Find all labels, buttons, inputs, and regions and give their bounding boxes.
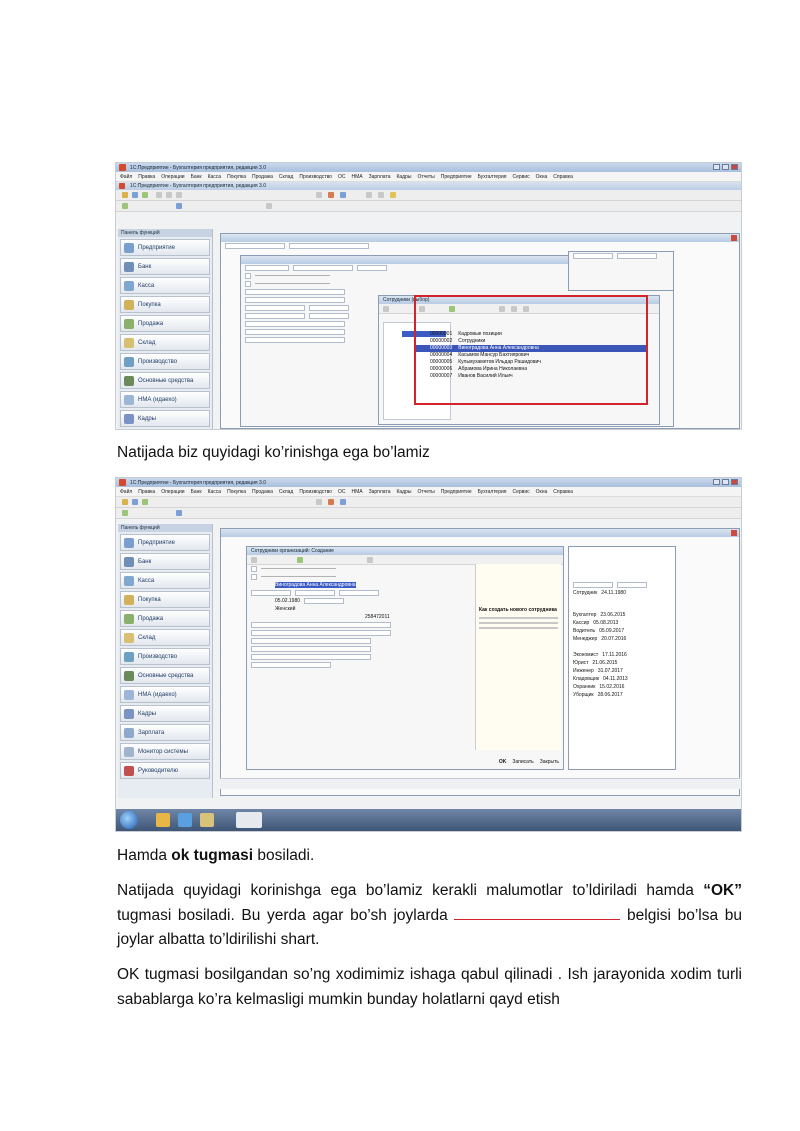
paragraph-hiring: OK tugmasi bosilgandan so’ng xodimimiz ishaga qabul qilinadi . Ish jarayonida xodim turli sabablarga ko’ra kelmasligi mumkin bunday holatlarni qayd etish [117,966,742,1008]
sidebar-item[interactable]: Склад [120,334,210,351]
start-button-icon[interactable] [120,811,138,829]
sidebar-item[interactable]: Склад [120,629,210,646]
list-item: Кассир 05.08.2013 [573,620,619,626]
menu-item: Отчеты [417,173,435,180]
app-logo-icon [119,479,126,486]
menu-item: Окна [535,173,548,180]
list-item: Бухгалтер 23.06.2015 [573,612,626,618]
sidebar-item[interactable]: Основные средства [120,667,210,684]
function-panel [118,524,213,798]
list-item[interactable]: 00000006 Абрамова Ирина Николаевна [430,366,528,372]
menu-item: Бухгалтерия [477,173,507,180]
inner-title: 1С:Предприятие - Бухгалтерия предприятия, редакция 3.0 [130,183,266,189]
fio-field[interactable]: Виноградова Анна Александровна [275,582,356,588]
sidebar-item[interactable]: Покупка [120,591,210,608]
list-item: Охранник 15.02.2016 [573,684,625,690]
dialog-title: Сотрудники организаций: Создание [247,547,563,555]
employee-list [416,331,646,380]
sidebar-item[interactable]: Предприятие [120,239,210,256]
sidebar-item[interactable]: Касса [120,277,210,294]
menu-item: Касса [207,173,222,180]
list-item[interactable]: 00000007 Иванов Василий Ильич [430,373,513,379]
menu-item: Правка [138,173,156,180]
sidebar-item[interactable]: Покупка [120,296,210,313]
employee-form: ——————————————— ——————————————— [240,255,674,427]
window-controls [713,479,738,485]
close-button[interactable]: Закрыть [539,759,559,765]
sidebar-item[interactable]: Кадры [120,705,210,722]
menu-item: ОС [337,173,346,180]
help-panel [475,564,561,750]
menu-item: Справка [553,173,573,180]
screenshot-employee-list [115,162,742,430]
menu-item: Банк [190,173,202,180]
sidebar-item[interactable]: Монитор системы [120,743,210,760]
menu-item: Предприятие [440,173,472,180]
dialog-buttons [499,759,559,765]
sidebar-item[interactable]: Касса [120,572,210,589]
menu-item: Операции [161,173,185,180]
window-controls [713,164,738,170]
sidebar-item[interactable]: Банк [120,553,210,570]
taskbar [116,809,741,831]
employee-create-dialog: Сотрудники организаций: Создание ——————————————— ——————————————— Виноградова Анна Александровна 05.02.1980 Женский 258472011 Как создать нового сотрудника OK Записать Закрыть [246,546,564,770]
list-item: Уборщик 28.06.2017 [573,692,623,698]
toolbar [116,497,741,508]
paragraph-ok: Hamda ok tugmasi bosiladi. [117,847,315,864]
app-logo-icon [119,183,125,189]
function-panel [118,229,213,429]
menu-item: Сервис [512,173,530,180]
app-title: 1С:Предприятие - Бухгалтерия предприятия, редакция 3.0 [130,164,266,171]
gender-field[interactable]: Женский [275,606,296,612]
list-item: Юрист 21.06.2015 [573,660,618,666]
list-item: Экономист 17.11.2016 [573,652,627,658]
document-window-title [221,529,739,537]
inner-title-bar [116,182,741,190]
menu-bar: Файл Правка Операции Банк Касса Покупка Продажа Склад Производство ОС НМА Зарплата Кадры Отчеты Предприятие Бухгалтерия Сервис Окна Справка [116,487,741,497]
status-strip [220,778,740,789]
menu-item: Зарплата [368,173,391,180]
menu-item: Кадры [396,173,412,180]
paragraph-fill: Natijada quyidagi korinishga ega bo’lamiz kerakli malumotlar to’ldiriladi hamda “OK” tugmasi bosiladi. Bu yerda agar bo’sh joylarda belgisi bo’lsa bu joylar albatta to’ldirilishi shart. [117,882,742,948]
list-item: Кладовщик 04.11.2013 [573,676,628,682]
dates-panel [568,546,676,770]
menu-bar [116,172,741,182]
list-item[interactable]: 00000003 Виноградова Анна Александровна [416,345,646,352]
right-filter-panel [568,251,674,291]
app-title-bar [116,163,741,172]
menu-item: НМА [351,173,363,180]
caption: Natijada biz quyidagi ko’rinishga ega bo’lamiz [117,444,430,461]
panel-header: Панель функций [118,229,212,237]
write-button[interactable]: Записать [512,759,534,765]
menu-item: Производство [299,173,332,180]
menu-item: Файл [120,173,133,180]
menu-item: Покупка [227,173,246,180]
list-item: Менеджер 20.07.2016 [573,636,627,642]
ok-button[interactable]: OK [498,759,507,765]
birth-date-field[interactable]: 05.02.1980 [275,598,301,604]
sidebar-item[interactable]: Кадры [120,410,210,427]
sidebar-item[interactable]: Предприятие [120,534,210,551]
document-window-title [221,234,739,242]
sidebar-item[interactable]: Банк [120,258,210,275]
help-title: Как создать нового сотрудника [479,607,557,613]
app-title: 1С:Предприятие - Бухгалтерия предприятия, редакция 3.0 [130,479,266,486]
sidebar-item[interactable]: НМА (идаехо) [120,391,210,408]
list-item: Инженер 31.07.2017 [573,668,623,674]
dialog-title: Сотрудники (выбор) [379,296,659,304]
red-underline-mark [454,905,620,920]
panel-header: Панель функций [118,524,212,532]
sidebar-item[interactable]: Зарплата [120,724,210,741]
highlight-frame [414,295,648,405]
sidebar-item[interactable]: Производство [120,353,210,370]
sidebar-item[interactable]: Руководителю [120,762,210,779]
menu-item: Продажа [251,173,273,180]
list-item: Сотрудник 24.11.1980 [573,590,626,596]
toolbar-2 [116,508,741,519]
ok-quoted: “OK” [703,882,742,899]
list-item[interactable]: 00000005 Кульмухаметов Ильдар Рашидович [430,359,541,365]
app-logo-icon [119,164,126,171]
menu-item: Склад [278,173,294,180]
toolbar [116,190,741,201]
app-title-bar [116,478,741,487]
list-item[interactable]: 00000001 Кадровые позиции [430,331,502,337]
screenshot-employee-create [115,477,742,832]
list-item[interactable]: 00000002 Сотрудники [430,338,486,344]
sidebar-item[interactable]: НМА (идаехо) [120,686,210,703]
list-item[interactable]: 00000004 Касымов Мансур Бахтиярович [430,352,530,358]
ok-emphasis: ok tugmasi [171,847,254,864]
sidebar-item[interactable]: Производство [120,648,210,665]
inn-field[interactable]: 258472011 [365,614,390,620]
sidebar-item[interactable]: Продажа [120,610,210,627]
sidebar-item[interactable]: Продажа [120,315,210,332]
list-item: Водитель 05.09.2017 [573,628,625,634]
sidebar-item[interactable]: Основные средства [120,372,210,389]
toolbar-2 [116,201,741,212]
